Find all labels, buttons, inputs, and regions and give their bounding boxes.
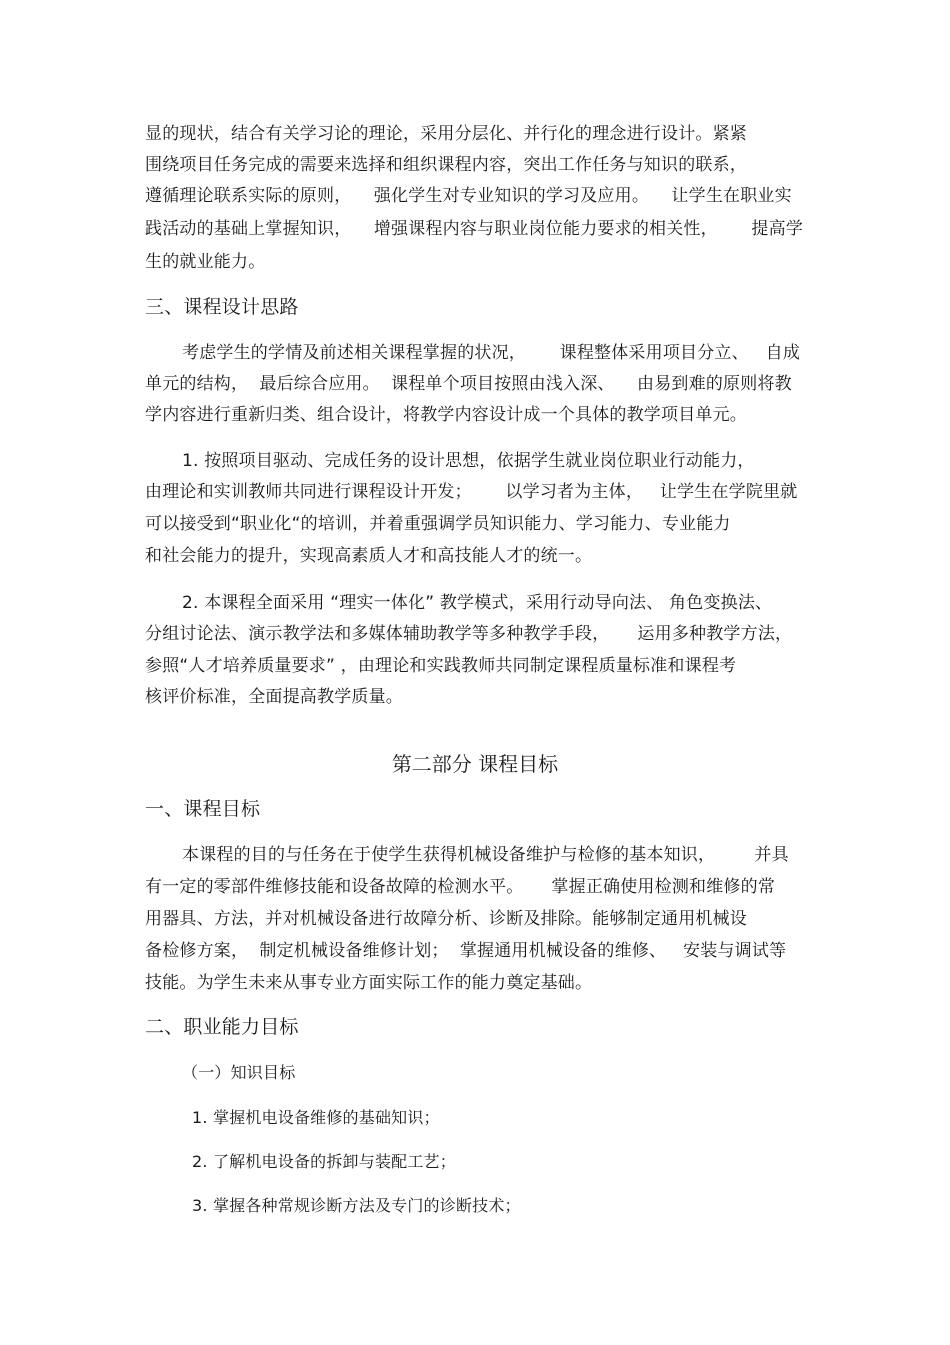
subsection-heading: （一）知识目标 [182,1063,296,1082]
paragraph-line: 遵循理论联系实际的原则， 强化学生对专业知识的学习及应用。 让学生在职业实 [145,186,792,206]
paragraph-line: 单元的结构， 最后综合应用。 课程单个项目按照由浅入深、 由易到难的原则将教 [145,374,792,394]
paragraph-line: 考虑学生的学情及前述相关课程掌握的状况， 课程整体采用项目分立、 自成 [182,343,801,363]
part-title: 第二部分 课程目标 [391,752,559,776]
paragraph-line: 围绕项目任务完成的需要来选择和组织课程内容，突出工作任务与知识的联系， [145,155,747,175]
paragraph-line: 践活动的基础上掌握知识， 增强课程内容与职业岗位能力要求的相关性， 提高学 [145,219,804,239]
paragraph-line: 由理论和实训教师共同进行课程设计开发； 以学习者为主体， 让学生在学院里就 [145,482,798,502]
list-item: 3. 掌握各种常规诊断方法及专门的诊断技术； [192,1196,521,1215]
list-item: 2. 了解机电设备的拆卸与装配工艺； [192,1152,456,1171]
paragraph-line: 备检修方案， 制定机械设备维修计划； 掌握通用机械设备的维修、 安装与调试等 [145,941,787,961]
paragraph-line: 显的现状，结合有关学习论的理论，采用分层化、并行化的理念进行设计。紧紧 [145,124,747,144]
paragraph-line: 核评价标准，全面提高教学质量。 [145,687,403,707]
list-item: 1. 掌握机电设备维修的基础知识； [192,1108,440,1127]
paragraph-line: 1. 按照项目驱动、完成任务的设计思想，依据学生就业岗位职业行动能力， [182,451,755,471]
paragraph-line: 学内容进行重新归类、组合设计，将教学内容设计成一个具体的教学项目单元。 [145,405,747,425]
section-heading: 一、课程目标 [145,798,261,820]
paragraph-line: 生的就业能力。 [145,252,266,272]
paragraph-line: 参照“人才培养质量要求” ，由理论和实践教师共同制定课程质量标准和课程考 [145,656,737,676]
paragraph-line: 分组讨论法、演示教学法和多媒体辅助教学等多种教学手段， 运用多种教学方法， [145,624,793,644]
paragraph-line: 本课程的目的与任务在于使学生获得机械设备维护与检修的基本知识， 并具 [182,845,789,865]
section-heading: 三、课程设计思路 [145,296,299,318]
section-heading: 二、职业能力目标 [145,1016,299,1038]
paragraph-line: 2. 本课程全面采用 “理实一体化” 教学模式，采用行动导向法、 角色变换法、 [182,593,773,613]
paragraph-line: 和社会能力的提升，实现高素质人才和高技能人才的统一。 [145,546,593,566]
paragraph-line: 用器具、方法，并对机械设备进行故障分析、诊断及排除。能够制定通用机械设 [145,909,747,929]
paragraph-line: 可以接受到“职业化“的培训，并着重强调学员知识能力、学习能力、专业能力 [145,514,731,534]
paragraph-line: 有一定的零部件维修技能和设备故障的检测水平。 掌握正确使用检测和维修的常 [145,877,776,897]
paragraph-line: 技能。为学生未来从事专业方面实际工作的能力奠定基础。 [145,973,593,993]
